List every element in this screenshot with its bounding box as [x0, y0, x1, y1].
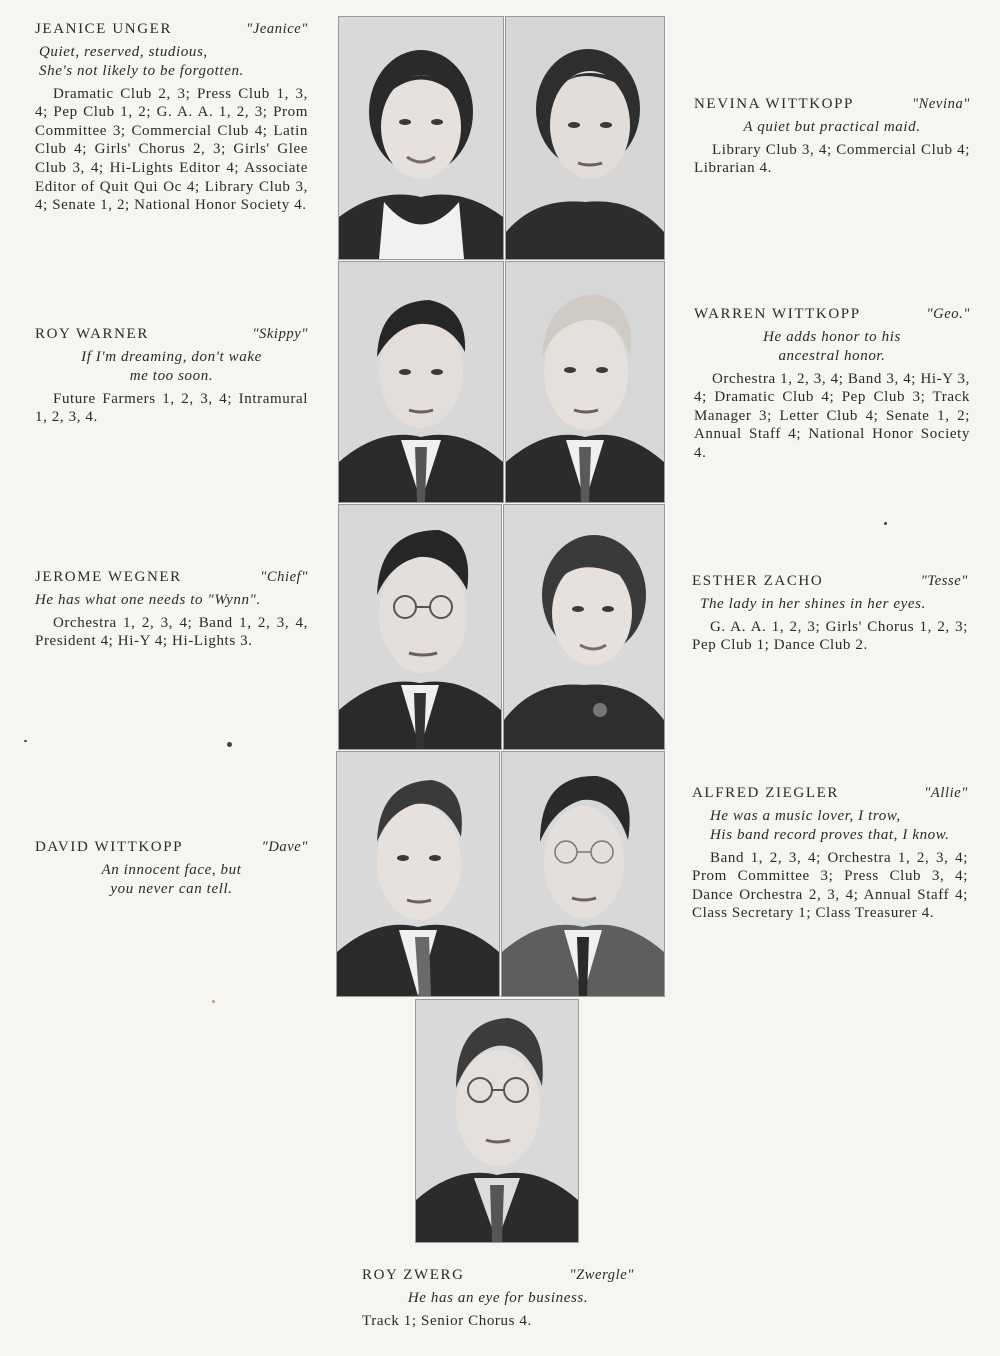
student-name: ROY WARNER [35, 326, 149, 342]
portrait-photo-david [336, 751, 500, 997]
student-activities: Future Farmers 1, 2, 3, 4; Intramural 1, 2, 3, 4. [35, 390, 308, 426]
student-activities: Dramatic Club 2, 3; Press Club 1, 3, 4; Pep Club 1, 2; G. A. A. 1, 2, 3; Prom Committee 3; Commercial Club 4; Latin Club 4; Girls' Chorus 2, 3; Girls' Glee Club 3, 4; Hi-Lights Editor 4; Associate Editor of Quit Qui Oc 4; Library Club 3, 4; Senate 1, 2; National Honor Society 4. [35, 85, 308, 214]
student-nickname: "Tesse" [920, 573, 968, 589]
student-activities: Track 1; Senior Chorus 4. [362, 1312, 532, 1329]
portrait-photo-warren [505, 261, 665, 503]
student-nickname: "Zwergle" [569, 1267, 634, 1283]
student-nickname: "Dave" [261, 839, 308, 855]
student-nickname: "Nevina" [911, 96, 970, 112]
portrait-photo-wegner [338, 504, 502, 750]
portrait-photo-warner [338, 261, 504, 503]
student-activities: Orchestra 1, 2, 3, 4; Band 3, 4; Hi-Y 3, 4; Dramatic Club 4; Pep Club 3; Track Manager 3; Letter Club 4; Senate 1, 2; Annual Staff 4; National Honor Society 4. [694, 370, 970, 461]
page-speck [884, 522, 887, 525]
student-entry-wegner [35, 568, 308, 651]
page-speck [212, 1000, 215, 1003]
student-quote: A quiet but practical maid. [743, 118, 921, 135]
student-quote: He has what one needs to "Wynn". [35, 591, 261, 608]
student-entry-nevina [694, 95, 970, 178]
student-entry-zwerg [362, 1266, 634, 1330]
student-quote: The lady in her shines in her eyes. [700, 595, 926, 612]
student-name: ROY ZWERG [362, 1267, 465, 1283]
student-quote: If I'm dreaming, don't wake me too soon. [81, 348, 262, 384]
student-name: ESTHER ZACHO [692, 573, 824, 589]
student-quote: He has an eye for business. [407, 1289, 589, 1306]
page-speck [24, 740, 27, 742]
student-entry-warren [694, 305, 970, 463]
student-name: WARREN WITTKOPP [694, 306, 861, 322]
page-speck [227, 742, 232, 747]
student-name: NEVINA WITTKOPP [694, 96, 854, 112]
student-entry-david [35, 838, 308, 903]
student-name: JEANICE UNGER [35, 21, 173, 37]
student-activities: Orchestra 1, 2, 3, 4; Band 1, 2, 3, 4, President 4; Hi-Y 4; Hi-Lights 3. [35, 614, 308, 650]
student-name: JEROME WEGNER [35, 569, 182, 585]
student-entry-ziegler [692, 784, 968, 923]
student-nickname: "Geo." [926, 306, 970, 322]
student-nickname: "Jeanice" [246, 21, 308, 37]
student-quote: He adds honor to his ancestral honor. [763, 328, 901, 364]
student-name: DAVID WITTKOPP [35, 839, 184, 855]
student-activities: Band 1, 2, 3, 4; Orchestra 1, 2, 3, 4; Prom Committee 3; Press Club 3, 4; Dance Orchestra 2, 3, 4; Annual Staff 4; Class Secretary 1; Class Treasurer 4. [692, 849, 968, 922]
student-quote: Quiet, reserved, studious, She's not likely to be forgotten. [39, 43, 244, 79]
student-name: ALFRED ZIEGLER [692, 785, 839, 801]
portrait-photo-nevina [505, 16, 665, 260]
student-activities: Library Club 3, 4; Commercial Club 4; Librarian 4. [694, 141, 970, 177]
student-nickname: "Skippy" [252, 326, 308, 342]
student-quote: He was a music lover, I trow, His band record proves that, I know. [710, 807, 950, 843]
portrait-photo-unger [338, 16, 504, 260]
student-nickname: "Chief" [260, 569, 308, 585]
portrait-photo-ziegler [501, 751, 665, 997]
student-nickname: "Allie" [924, 785, 968, 801]
student-entry-zacho [692, 572, 968, 655]
portrait-photo-zacho [503, 504, 665, 750]
student-entry-unger [35, 20, 308, 215]
student-activities: G. A. A. 1, 2, 3; Girls' Chorus 1, 2, 3; Pep Club 1; Dance Club 2. [692, 618, 968, 654]
student-quote: An innocent face, but you never can tell. [101, 861, 242, 897]
student-entry-warner [35, 325, 308, 427]
portrait-photo-zwerg [415, 999, 579, 1243]
